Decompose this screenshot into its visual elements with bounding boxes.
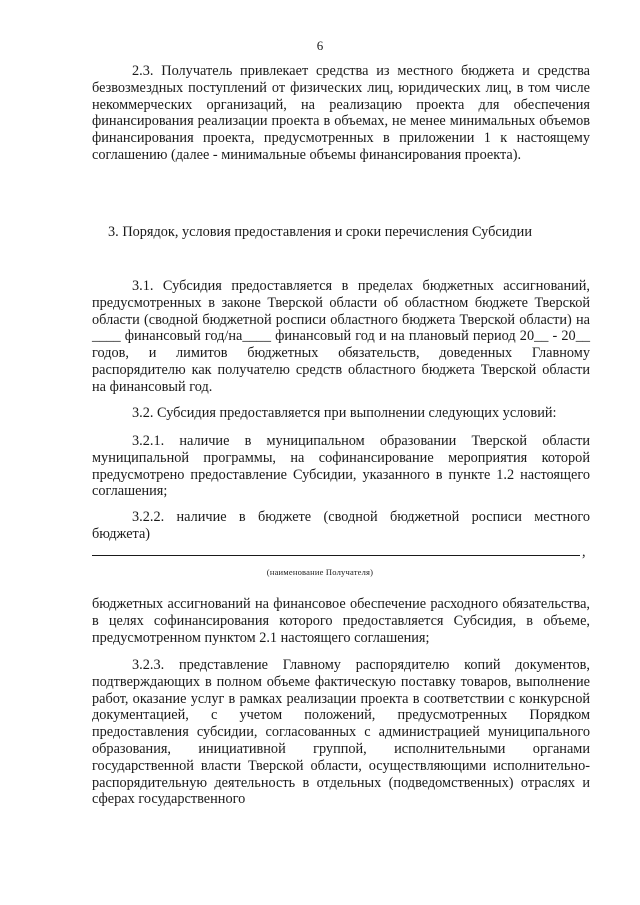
recipient-name-caption: (наименование Получателя) (266, 567, 374, 577)
recipient-blank-line (92, 555, 580, 556)
paragraph-3-2-1: 3.2.1. наличие в муниципальном образовании Тверской области муниципальной программы, на софинансирование мероприятия которой предусмотрено предоставление Субсидии, указанного в пункте 1.2 настоящего соглашения; (92, 433, 590, 500)
paragraph-3-2-3: 3.2.3. представление Главному распорядителю копий документов, подтверждающих в полном объеме фактическую поставку товаров, выполнение работ, оказание услуг в рамках реализации проекта в соответствии с конкурсной документацией, с учетом положений, предусмотренных Порядком предоставления субсидии, согласованных с администрацией муниципального образования, инициативной группой, исполнительными органами государственной власти Тверской области, осуществляющими исполнительно-распорядительную деятельность в отдельных (подведомственных) отраслях и сферах государственного (92, 657, 590, 808)
paragraph-3-2-2: 3.2.2. наличие в бюджете (сводной бюджетной росписи местного бюджета) (92, 509, 590, 542)
paragraph-3-2: 3.2. Субсидия предоставляется при выполнении следующих условий: (132, 405, 557, 421)
blank-line-comma: , (582, 544, 586, 560)
section-3-heading: 3. Порядок, условия предоставления и сроки перечисления Субсидии (108, 224, 532, 240)
paragraph-2-3: 2.3. Получатель привлекает средства из местного бюджета и средства безвозмездных поступлений от физических лиц, юридических лиц, в том числе некоммерческих организаций, на реализацию проекта для обеспечения финансирования реализации проекта в объемах, не менее минимальных объемов финансирования проекта, предусмотренных в приложении 1 к настоящему соглашению (далее - минимальные объемы финансирования проекта). (92, 63, 590, 163)
paragraph-3-2-2-continuation: бюджетных ассигнований на финансовое обеспечение расходного обязательства, в целях софинансирования которого предоставляется Субсидия, в объеме, предусмотренном пунктом 2.1 настоящего соглашения; (92, 596, 590, 646)
page-number: 6 (316, 38, 324, 53)
paragraph-3-1: 3.1. Субсидия предоставляется в пределах бюджетных ассигнований, предусмотренных в законе Тверской области об областном бюджете Тверской области (сводной бюджетной росписи областного бюджета Тверской области) на ____ финансовый год/на____ финансовый год и на плановый период 20__ - 20__ годов, и лимитов бюджетных обязательств, доведенных Главному распорядителю как получателю средств областного бюджета Тверской области на финансовый год. (92, 278, 590, 395)
